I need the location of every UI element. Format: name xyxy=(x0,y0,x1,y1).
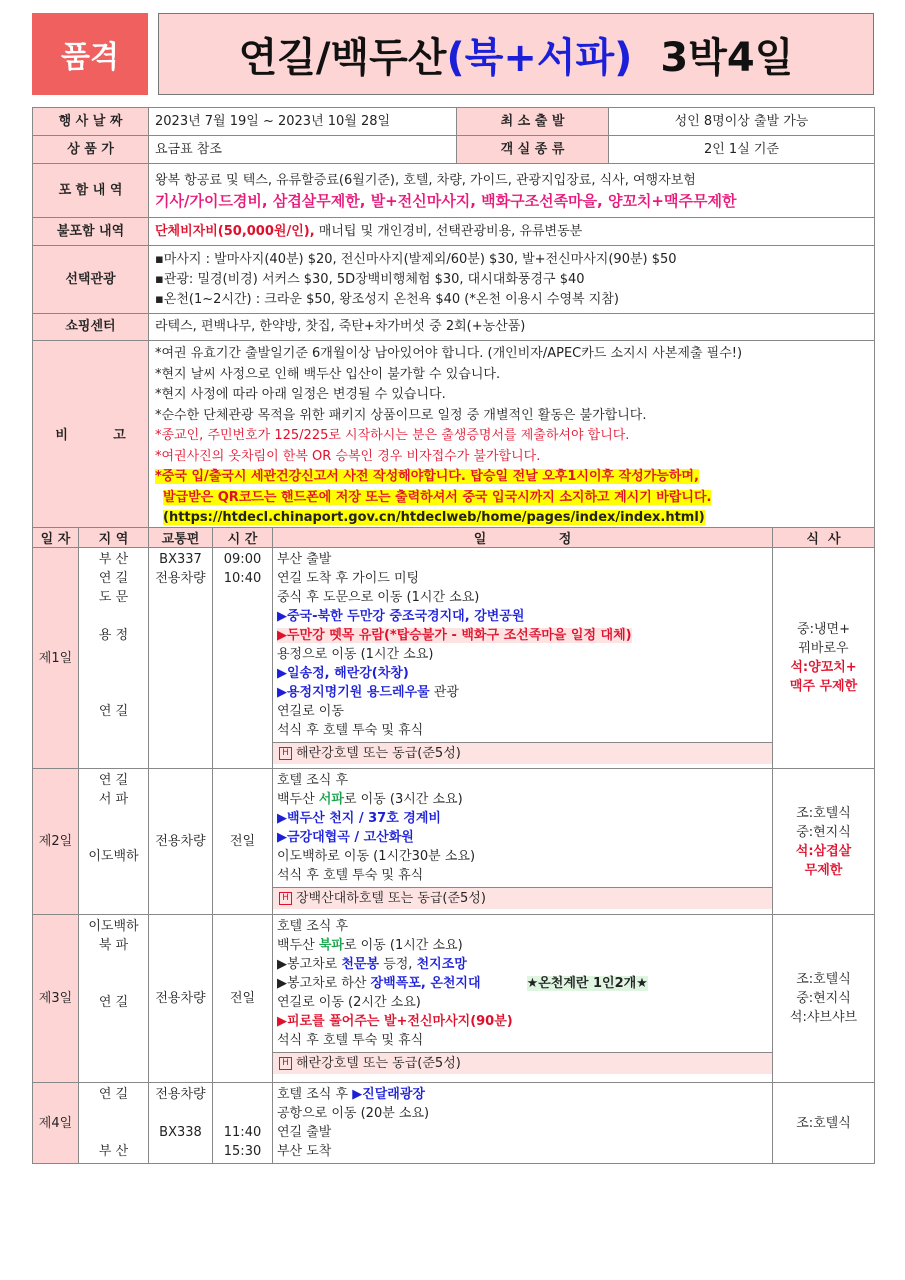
included-line: 왕복 항공료 및 텍스, 유류할증료(6월기준), 호텔, 차량, 가이드, 관광지입장료, 식사, 여행자보험 xyxy=(155,172,696,188)
time: 전일 xyxy=(213,915,273,1083)
excluded-value xyxy=(149,218,875,246)
schedule-item: 석식 후 호텔 투숙 및 휴식 xyxy=(277,1033,424,1048)
transport: 전용차량 xyxy=(155,1087,206,1102)
meal: 조:호텔식 xyxy=(796,972,851,987)
day-label: 제2일 xyxy=(33,769,79,915)
region: 연 길 xyxy=(98,773,129,788)
region: 이도백하 xyxy=(88,919,139,934)
schedule-item: 공항으로 이동 (20분 소요) xyxy=(277,1106,430,1121)
time: 15:30 xyxy=(223,1144,262,1159)
region: 부 산 xyxy=(98,552,129,567)
schedule-item: 이도백하로 이동 (1시간30분 소요) xyxy=(277,849,476,864)
day-meals xyxy=(773,769,875,915)
meal: 조:호텔식 xyxy=(796,1115,851,1131)
schedule-item: 백두산 xyxy=(277,792,319,807)
hotel-info xyxy=(273,887,772,909)
schedule-item: 중식 후 도문으로 이동 (1시간 소요) xyxy=(277,590,480,605)
hotel-name: 해란강호텔 또는 동급(준5성) xyxy=(296,746,461,761)
region: 부 산 xyxy=(98,1144,129,1159)
min-departure-value: 성인 8명이상 출발 가능 xyxy=(609,108,875,136)
day-transport xyxy=(149,1083,213,1164)
optional-tour-item: ▪마사지 : 발마사지(40분) $20, 전신마사지(발제외/60분) $30, 발+전신마사지(90분) $50 xyxy=(155,251,677,267)
schedule-item: 로 이동 (1시간 소요) xyxy=(343,938,463,953)
shopping-value: 라텍스, 편백나무, 한약방, 찻집, 죽탄+차가버섯 중 2회(+농산품) xyxy=(149,314,875,341)
schedule-item: 등정, xyxy=(379,957,417,972)
schedule-highlight: 천문봉 xyxy=(341,957,380,972)
meal: 중:냉면+ xyxy=(797,622,850,637)
col-meal: 식 사 xyxy=(773,528,875,548)
day-regions xyxy=(79,548,149,769)
schedule-item: 호텔 조식 후 xyxy=(277,773,349,788)
excluded-label: 불포함 내역 xyxy=(33,218,149,246)
day-transport xyxy=(149,548,213,769)
schedule-item: 용정으로 이동 (1시간 소요) xyxy=(277,647,434,662)
day-row xyxy=(33,1083,875,1164)
page-header xyxy=(32,13,874,95)
notes-list xyxy=(149,341,875,533)
hot-spring-egg-badge: ★온천계란 1인2개★ xyxy=(526,976,648,991)
col-day: 일 자 xyxy=(33,528,79,548)
schedule-item: ▶봉고차로 xyxy=(277,957,342,972)
note-item: *현지 사정에 따라 아래 일정은 변경될 수 있습니다. xyxy=(155,387,446,402)
hotel-icon: H xyxy=(279,892,292,905)
schedule-item: 호텔 조식 후 xyxy=(277,1087,353,1102)
grade-badge: 품격 xyxy=(32,13,148,95)
region: 서 파 xyxy=(98,792,129,807)
time: 11:40 xyxy=(223,1125,262,1140)
meal-special: 맥주 무제한 xyxy=(789,679,858,694)
schedule-highlight: ▶일송정, 해란강(차창) xyxy=(277,666,409,681)
min-departure-label: 최 소 출 발 xyxy=(457,108,609,136)
hotel-name: 장백산대하호텔 또는 동급(준5성) xyxy=(296,891,486,906)
shopping-label: 쇼핑센터 xyxy=(33,314,149,341)
region: 연 길 xyxy=(98,571,129,586)
schedule-item: 연길 도착 후 가이드 미팅 xyxy=(277,571,420,586)
col-time: 시 간 xyxy=(213,528,273,548)
included-value xyxy=(149,164,875,218)
region: 연 길 xyxy=(98,995,129,1010)
time: 10:40 xyxy=(223,571,262,586)
info-table xyxy=(32,107,875,533)
schedule-item: 부산 도착 xyxy=(277,1144,332,1159)
day-row xyxy=(33,548,875,769)
customs-notice: *중국 입/출국시 세관건강신고서 사전 작성해야합니다. 탑승일 전날 오후1시이후 작성가능하며, xyxy=(155,469,699,484)
hotel-info xyxy=(273,742,772,764)
day-meals xyxy=(773,548,875,769)
hotel-name: 해란강호텔 또는 동급(준5성) xyxy=(296,1056,461,1071)
note-item: *현지 날씨 사정으로 인해 백두산 입산이 불가할 수 있습니다. xyxy=(155,366,501,382)
day-meals xyxy=(773,915,875,1083)
date-value: 2023년 7월 19일 ~ 2023년 10월 28일 xyxy=(149,108,457,136)
schedule-highlight: ▶두만강 뗏목 유람(*탑승불가 - 백화구 조선족마을 일정 대체) xyxy=(277,628,632,643)
schedule-highlight: ▶용정지명기원 용드레우물 xyxy=(277,685,430,700)
day-row xyxy=(33,915,875,1083)
schedule-item: 부산 출발 xyxy=(277,552,332,567)
transport: 전용차량 xyxy=(149,769,213,915)
col-schedule: 일 정 xyxy=(273,528,773,548)
optional-tour-label: 선택관광 xyxy=(33,246,149,314)
meal: 조:호텔식 xyxy=(796,805,851,821)
day-time xyxy=(213,1083,273,1164)
schedule-highlight: ▶진달래광장 xyxy=(352,1087,425,1102)
flight-number: BX338 xyxy=(159,1125,202,1140)
page-title xyxy=(158,13,874,95)
meal-special: 석:삼겹살 xyxy=(795,843,852,859)
day-regions xyxy=(79,769,149,915)
optional-tour-list xyxy=(149,246,875,314)
included-highlight: 기사/가이드경비, 삼겹살무제한, 발+전신마사지, 백화구조선족마을, 양꼬치+맥주무제한 xyxy=(155,191,737,210)
price-value: 요금표 참조 xyxy=(149,136,457,164)
schedule-item: ▶봉고차로 하산 xyxy=(277,976,371,991)
customs-link[interactable]: (https://htdecl.chinaport.gov.cn/htdeclweb/home/pages/index/index.html) xyxy=(163,510,705,525)
schedule-item: 석식 후 호텔 투숙 및 휴식 xyxy=(277,723,424,738)
day-schedule xyxy=(273,915,773,1083)
note-item: *여권 유효기간 출발일기준 6개월이상 남아있어야 합니다. (개인비자/APEC카드 소지시 사본제출 필수!) xyxy=(155,346,743,361)
region: 용 정 xyxy=(98,628,129,643)
day-schedule xyxy=(273,548,773,769)
region: 이도백하 xyxy=(88,849,139,864)
schedule-highlight: ▶피로를 풀어주는 발+전신마사지(90분) xyxy=(277,1014,513,1029)
schedule-highlight: 천지조망 xyxy=(416,957,467,972)
route-name: 북파 xyxy=(318,938,344,953)
hotel-icon: H xyxy=(279,747,292,760)
day-row xyxy=(33,769,875,915)
col-region: 지 역 xyxy=(79,528,149,548)
day-label: 제1일 xyxy=(33,548,79,769)
schedule-highlight: ▶중국-북한 두만강 중조국경지대, 강변공원 xyxy=(277,609,525,624)
schedule-highlight: ▶백두산 천지 / 37호 경계비 xyxy=(277,811,441,826)
schedule-highlight: 장백폭포, 온천지대 xyxy=(370,976,481,991)
meal-special: 무제한 xyxy=(804,862,843,878)
visa-fee: 단체비자비(50,000원/인), xyxy=(155,223,315,239)
day-label: 제3일 xyxy=(33,915,79,1083)
hotel-icon: H xyxy=(279,1057,292,1070)
day-schedule xyxy=(273,769,773,915)
day-time xyxy=(213,548,273,769)
day-meals xyxy=(773,1083,875,1164)
schedule-item: 백두산 xyxy=(277,938,319,953)
customs-notice: 발급받은 QR코드는 핸드폰에 저장 또는 출력하셔서 중국 입국시까지 소지하고 계시기 바랍니다. xyxy=(163,489,712,505)
meal-special: 석:양꼬치+ xyxy=(790,660,857,675)
schedule-item: 연길 출발 xyxy=(277,1125,332,1140)
note-item: *순수한 단체관광 목적을 위한 패키지 상품이므로 일정 중 개별적인 활동은 불가합니다. xyxy=(155,407,647,423)
date-label: 행 사 날 짜 xyxy=(33,108,149,136)
title-route: 연길/백두산 xyxy=(238,34,447,81)
region: 연 길 xyxy=(98,704,129,719)
day-regions xyxy=(79,915,149,1083)
excluded-rest: 매너팁 및 개인경비, 선택관광비용, 유류변동분 xyxy=(314,223,583,239)
included-label: 포 함 내 역 xyxy=(33,164,149,218)
meal: 중:현지식 xyxy=(796,991,851,1006)
notes-label: 비 고 xyxy=(33,341,149,533)
note-item-warning: *여권사진의 옷차림이 한복 OR 승복인 경우 비자접수가 불가합니다. xyxy=(155,448,541,464)
schedule-item: 연길로 이동 (2시간 소요) xyxy=(277,995,421,1010)
schedule-highlight: ▶금강대협곡 / 고산화원 xyxy=(277,830,414,845)
schedule-item: 호텔 조식 후 xyxy=(277,919,349,934)
optional-tour-item: ▪온천(1~2시간) : 크라운 $50, 왕조성지 온천욕 $40 (*온천 이용시 수영복 지참) xyxy=(155,291,619,307)
col-transport: 교통편 xyxy=(149,528,213,548)
meal: 석:샤브샤브 xyxy=(789,1010,858,1025)
itinerary-table xyxy=(32,527,875,1164)
schedule-item: 연길로 이동 xyxy=(277,704,344,719)
title-route-detail: (북+서파) xyxy=(446,34,633,81)
day-label: 제4일 xyxy=(33,1083,79,1164)
schedule-item: 관광 xyxy=(429,685,459,700)
region: 북 파 xyxy=(98,938,129,953)
flight-number: BX337 xyxy=(159,552,202,567)
room-type-label: 객 실 종 류 xyxy=(457,136,609,164)
note-item-warning: *종교인, 주민번호가 125/225로 시작하시는 분은 출생증명서를 제출하셔야 합니다. xyxy=(155,428,630,443)
day-schedule xyxy=(273,1083,773,1164)
day-regions xyxy=(79,1083,149,1164)
room-type-value: 2인 1실 기준 xyxy=(609,136,875,164)
schedule-item: 로 이동 (3시간 소요) xyxy=(343,792,463,807)
hotel-info xyxy=(273,1052,772,1074)
region: 연 길 xyxy=(98,1087,129,1102)
title-duration: 3박4일 xyxy=(660,34,794,81)
transport: 전용차량 xyxy=(149,915,213,1083)
optional-tour-item: ▪관광: 밀경(비경) 서커스 $30, 5D장백비행체험 $30, 대시대화풍경구 $40 xyxy=(155,271,585,287)
transport: 전용차량 xyxy=(155,571,206,586)
region: 도 문 xyxy=(98,590,129,605)
price-label: 상 품 가 xyxy=(33,136,149,164)
meal: 꿔바로우 xyxy=(798,641,849,656)
meal: 중:현지식 xyxy=(796,824,851,840)
time: 전일 xyxy=(213,769,273,915)
time: 09:00 xyxy=(223,552,262,567)
route-name: 서파 xyxy=(318,792,344,807)
schedule-item: 석식 후 호텔 투숙 및 휴식 xyxy=(277,868,424,883)
